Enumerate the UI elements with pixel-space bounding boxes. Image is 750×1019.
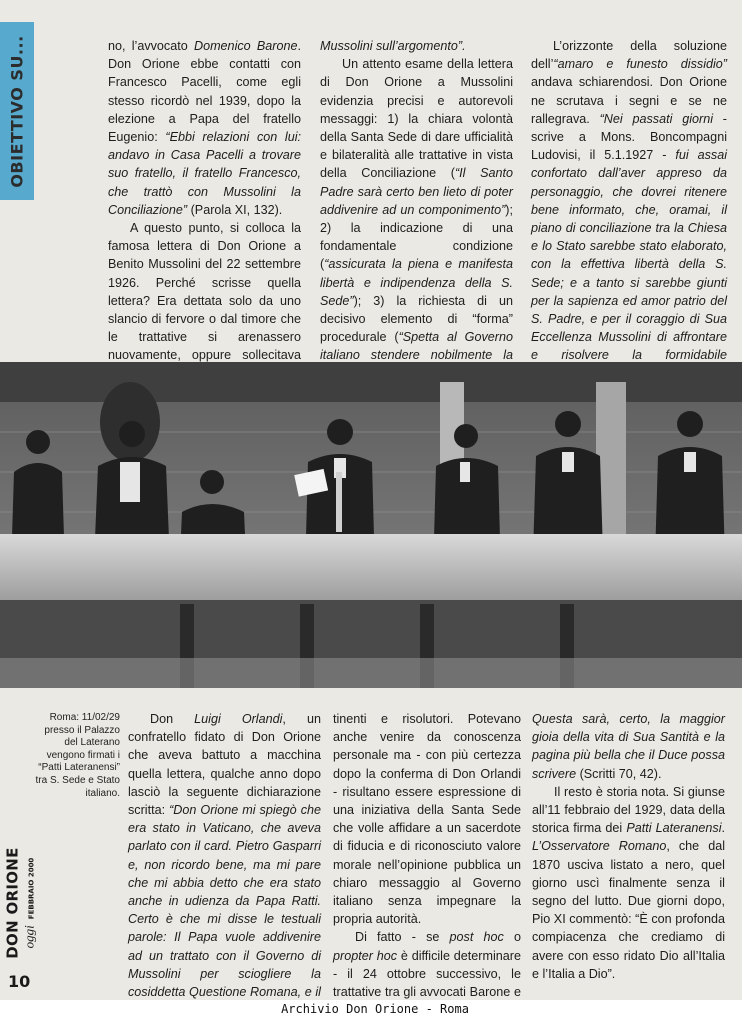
- paragraph: no, l’avvocato Domenico Barone. Don Orione ebbe contatti con Francesco Pacelli, come egli stesso ricordò nel 1939, dopo la elezione a Papa del fratello Eugenio: “Ebbi relazioni con lui: andavo in Casa Pacelli a trovare suo fratello, il fratello Francesco, che trattò con Mussolini la Conciliazione” (Parola XI, 132).: [108, 39, 302, 217]
- article-column-bottom-2: [333, 710, 521, 1000]
- masthead-subtitle: oggi: [22, 925, 38, 949]
- article-column-top-2: [320, 37, 513, 401]
- paragraph: L’orizzonte della soluzione dell’“amaro e funesto dissidio” andava schiarendosi. Don Orione ne scrutava i segni e se ne rallegrava. “Nei passati giorni - scrive a Mons. Boncompagni Ludovisi, il 5.1.1927 - fui assai confortato dall’aver appreso da personaggio, che dovrei ritenere bene informato, che, oramai, il piano di conciliazione tra la Chiesa e lo Stato sarebbe stato elaborato, con la effettiva libertà della S. Sede; e a tanto si sarebbe giunti per la sapienza ed amor patrio del S. Padre, e per il coraggio di Sua Eccellenza Mussolini di affrontare e risolvere la formidabile: [531, 39, 727, 363]
- photo-caption: Roma: 11/02/29 presso il Palazzo del Laterano vengono firmati i “Patti Lateranensi” tra S. Sede e Stato italiano.: [35, 712, 120, 799]
- page-number: 10: [8, 972, 31, 991]
- paragraph: tinenti e risolutori. Potevano anche venire da conoscenza personale ma - con più certezza dopo la conferma di Don Orlandi - risultano essere espressione di una iniziativa della Santa Sede che volle affidare a un sacerdote di fiducia e di riconosciuto valore morale nell’opinione pubblica un chiaro messaggio al Governo italiano senza impegnare la propria autorità.: [333, 712, 521, 927]
- paragraph: A questo punto, si colloca la famosa lettera di Don Orione a Benito Mussolini del 22 settembre 1926. Perché scrisse quella lettera? Era dettata solo da uno slancio di fervore o dal timore che le trattative si arenassero nuovamente, oppure sollecitava: [108, 221, 301, 363]
- paragraph: Questa sarà, certo, la maggior gioia della vita di Sua Santità e la pagina più bella che il Duce possa scrivere (Scritti 70, 42).: [532, 712, 725, 781]
- historical-photo-lateran-pacts: [0, 362, 742, 688]
- paragraph: Il resto è storia nota. Si giunse all’11 febbraio del 1929, data della storica firma dei Patti Lateranensi. L’Osservatore Romano, che dal 1870 usciva listato a nero, quel giorno uscì finalmente senza il segno del lutto. Due giorni dopo, Pio XI commentò: “È con profonda compiacenza che crediamo di avere con esso ridato Dio all’Italia e l’Italia a Dio”.: [532, 784, 725, 981]
- article-column-bottom-1: [128, 710, 321, 1000]
- archive-footer: Archivio Don Orione - Roma: [281, 1002, 469, 1016]
- section-tab-label: OBIETTIVO SU...: [7, 34, 27, 188]
- issue-date: FEBBRAIO 2000: [28, 857, 37, 920]
- masthead: [4, 838, 38, 968]
- paragraph: Di fatto - se post hoc o propter hoc è difficile determinare - il 24 ottobre successivo, le trattative tra gli avvocati Barone e: [333, 930, 521, 1000]
- article-column-top-1: [108, 37, 301, 401]
- paragraph: Mussolini sull’argomento”.: [320, 39, 466, 53]
- paragraph: Don Luigi Orlandi, un confratello fidato di Don Orione che aveva battuto a macchina quella lettera, qualche anno dopo lasciò la seguente dichiarazione scritta: “Don Orione mi spiegò che era stato in Vaticano, che aveva parlato con il card. Pietro Gasparri e, non ricordo bene, ma mi pare che mi abbia detto che era stato anche in udienza da Papa Ratti. Certo è che mi disse le testuali parole: Il Papa vuole addivenire ad un trattato con il Governo di Mussolini per sciogliere la cosiddetta Questione Romana, e il: [128, 712, 321, 1000]
- photo-illustration: [0, 362, 742, 688]
- masthead-title: DON ORIONE: [4, 847, 23, 959]
- section-tab: [0, 22, 34, 200]
- article-column-top-3: [531, 37, 727, 401]
- article-column-bottom-3: [532, 710, 725, 1000]
- paragraph: Un attento esame della lettera di Don Orione a Mussolini evidenzia precisi e autorevoli messaggi: 1) la chiara volontà della Santa Sede di dare ufficialità e bilateralità alle trattative in vista della Conciliazione (“Il Santo Padre sarà certo ben lieto di poter addivenire ad un componimento”); 2) la indicazione di una fondamentale condizione (“assicurata la piena e manifesta libertà e indipendenza della S. Sede”); 3) la richiesta di un decisivo elemento di “forma” procedurale (“Spetta al Governo italiano stendere nobilmente la: [320, 57, 513, 363]
